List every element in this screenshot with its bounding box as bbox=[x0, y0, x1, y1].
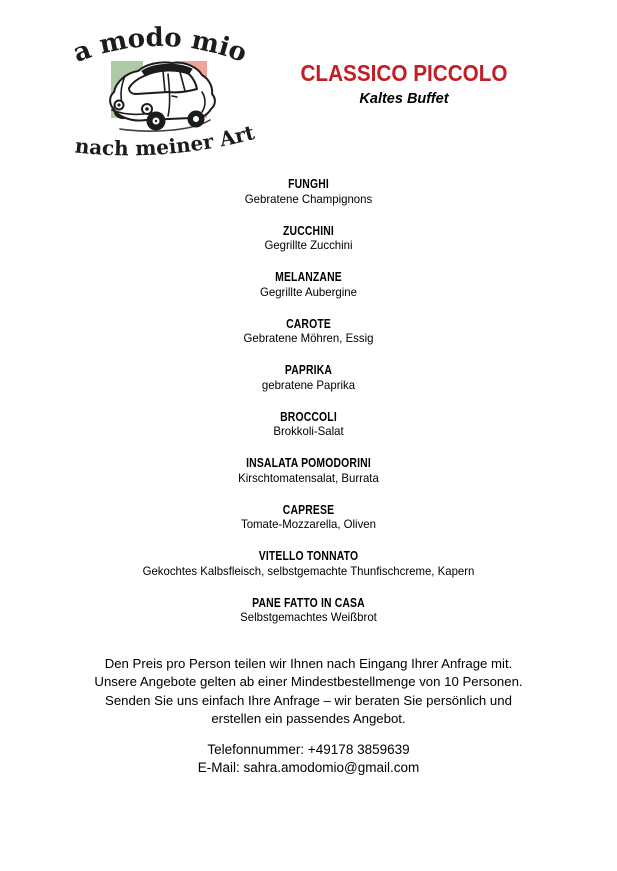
menu-item bbox=[0, 269, 617, 300]
menu-item bbox=[0, 316, 617, 347]
menu-item bbox=[0, 223, 617, 254]
menu-item-name: PANE FATTO IN CASA bbox=[252, 594, 365, 610]
menu-item-description: Gebratene Möhren, Essig bbox=[243, 331, 374, 345]
menu-item-name: VITELLO TONNATO bbox=[258, 548, 359, 563]
contact-email: E-Mail: sahra.amodomio@gmail.com bbox=[197, 760, 420, 775]
menu-item bbox=[0, 362, 617, 393]
menu-item bbox=[0, 548, 617, 579]
footer-note-line: Den Preis pro Person teilen wir Ihnen nach Eingang Ihrer Anfrage mit. bbox=[104, 656, 513, 671]
footer-note bbox=[0, 655, 617, 729]
page-subtitle: Kaltes Buffet bbox=[359, 91, 449, 107]
menu-item bbox=[0, 455, 617, 486]
footer-note-line: Unsere Angebote gelten ab einer Mindestbestellmenge von 10 Personen. bbox=[94, 674, 523, 690]
menu-item-description: Tomate-Mozzarella, Oliven bbox=[241, 517, 376, 531]
menu-item-name: BROCCOLI bbox=[280, 408, 337, 424]
footer-note-line: Senden Sie uns einfach Ihre Anfrage – wir beraten Sie persönlich und bbox=[105, 692, 512, 708]
contact-phone: Telefonnummer: +49178 3859639 bbox=[207, 742, 410, 757]
menu-item bbox=[0, 409, 617, 440]
menu-item-description: Kirschtomatensalat, Burrata bbox=[238, 470, 379, 485]
menu-item-name: PAPRIKA bbox=[284, 362, 333, 377]
menu-item-name: CAROTE bbox=[286, 315, 331, 331]
menu-item-description: Gegrillte Aubergine bbox=[260, 284, 357, 299]
footer-note-line: erstellen ein passendes Angebot. bbox=[211, 711, 406, 727]
menu-item bbox=[0, 595, 617, 626]
page-title: CLASSICO PICCOLO bbox=[300, 60, 508, 86]
menu-item-name: MELANZANE bbox=[275, 269, 342, 284]
logo-arc-bottom-text: nach meiner Art bbox=[73, 120, 257, 161]
menu-item-description: Brokkoli-Salat bbox=[273, 424, 344, 438]
menu-item-description: gebratene Paprika bbox=[261, 377, 356, 392]
menu-item-name: CAPRESE bbox=[282, 501, 335, 517]
contact-block bbox=[0, 741, 617, 777]
menu-item bbox=[0, 176, 617, 207]
menu-list bbox=[0, 176, 617, 641]
menu-item-description: Gekochtes Kalbsfleisch, selbstgemachte Thunfischcreme, Kapern bbox=[142, 563, 475, 578]
menu-item-description: Gegrillte Zucchini bbox=[264, 238, 353, 252]
logo-arc-top-text: a modo mio bbox=[69, 22, 251, 69]
menu-item-description: Gebratene Champignons bbox=[244, 191, 373, 206]
menu-item-name: FUNGHI bbox=[288, 176, 329, 191]
menu-item-description: Selbstgemachtes Weißbrot bbox=[240, 610, 377, 624]
menu-item bbox=[0, 502, 617, 533]
title-block bbox=[232, 60, 576, 107]
menu-item-name: ZUCCHINI bbox=[283, 222, 334, 238]
menu-item-name: INSALATA POMODORINI bbox=[246, 455, 371, 470]
